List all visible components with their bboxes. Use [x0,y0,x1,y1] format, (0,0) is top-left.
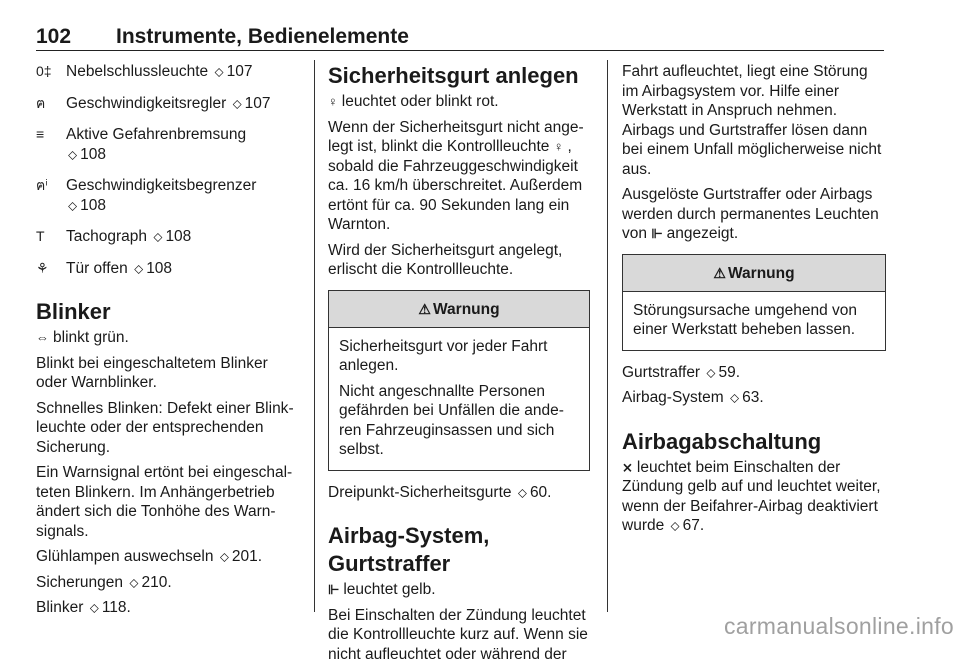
door-open-icon: ⚘ [36,259,49,276]
item-label: Aktive Gefahrenbremsung [66,126,247,143]
paragraph [328,92,590,112]
rear-fog-light-icon: 0‡ [36,63,52,79]
paragraph [622,185,886,244]
section-heading-airbag: Airbag-System, Gurtstraffer [328,523,490,576]
airbag-off-icon: ⨯ [622,459,633,475]
item-label: Geschwindigkeitsbegrenzer [66,177,257,194]
column-divider [314,60,315,612]
warning-body [329,328,589,470]
paragraph-text: , sobald die Fahrzeuggeschwindigkeit ca. 16 km/h überschreitet. Außerdem ertönt für ca. 90 Sekunden lang ein Warnton. [328,138,583,233]
cross-reference-icon: ⬦ [706,364,716,380]
cross-reference-icon: ⬦ [129,574,139,590]
page-ref: 63. [742,389,764,406]
warning-title: Warnung [727,264,795,282]
section-heading-seatbelt: Sicherheitsgurt anlegen [328,63,579,88]
paragraph: Ein Warnsignal ertönt bei eingeschalteten Blinkern. Im Anhängerbetrieb ändert sich die Tonhöhe des Warnsignals. [36,464,293,540]
warning-header [623,255,885,292]
warning-icon: ⚠ [713,264,726,281]
page-ref: 210. [141,573,172,591]
cross-reference-icon: ⬦ [517,484,527,500]
paragraph: Fahrt aufleuchtet, liegt eine Störung im Airbagsystem vor. Hilfe einer Werkstatt in Anspruch nehmen. Airbags und Gurtstraffer lösen dann bei einem Unfall möglicherweise nicht aus. [622,63,882,178]
ref-label: Airbag-System [622,389,724,406]
page-ref: 108 [146,259,173,277]
reference-line [36,598,302,618]
paragraph: Wird der Sicherheitsgurt angelegt, erlischt die Kontrollleuchte. [328,241,563,278]
paragraph: Störungsursache umgehend von einer Werkstatt beheben lassen. [633,301,858,338]
list-item [36,125,302,164]
paragraph [36,328,302,348]
page-ref: 201. [231,548,263,565]
ref-label: Sicherungen [36,573,124,591]
reference-line [622,363,886,383]
warning-box [328,290,590,471]
paragraph-text: angezeigt. [666,225,739,242]
ref-label: Glühlampen auswechseln [36,548,214,565]
paragraph-text: leuchtet oder blinkt rot. [341,93,499,110]
page-ref: 108 [165,228,192,245]
page-header [36,22,884,51]
tachograph-icon: T [36,228,45,244]
page-ref: 118. [101,599,131,616]
cross-reference-icon: ⬦ [89,600,99,615]
speed-limiter-icon: ฅⁱ [36,177,48,193]
paragraph-text: Wenn der Sicherheitsgurt nicht angelegt ist, blinkt die Kontrollleuchte [328,118,584,155]
list-item [36,176,302,215]
cross-reference-icon: ⬦ [134,260,144,276]
item-label: Nebelschlussleuchte [66,63,209,80]
paragraph: Blinkt bei eingeschaltetem Blinker oder Warnblinker. [36,354,268,391]
cross-reference-icon: ⬦ [68,146,78,162]
ref-label: Gurtstraffer [622,363,701,381]
paragraph-text: leuchtet beim Einschalten der Zündung gelb auf und leuchtet weiter, wenn der Beifahrer-Airbag deaktiviert wurde [622,458,881,534]
cross-reference-icon: ⬦ [670,518,680,533]
page-ref: 108 [80,145,106,163]
page-ref: 107 [244,94,271,112]
reference-line [622,388,886,408]
section-heading-airbag-deactivation: Airbagabschaltung [622,428,822,454]
seatbelt-icon: ♀ [328,94,338,109]
page-ref: 60. [529,483,552,501]
paragraph: Bei Einschalten der Zündung leuchtet die Kontrollleuchte kurz auf. Wenn sie nicht aufleuchtet oder während der [328,606,588,663]
item-label: Tür offen [66,259,128,277]
watermark: carmanualsonline.info [723,613,954,639]
item-label: Tachograph [66,228,148,245]
paragraph [622,458,886,536]
cross-reference-icon: ⬦ [153,229,163,244]
paragraph: Nicht angeschnallte Personen gefährden bei Unfällen die anderen Fahrzeuginsassen und sich selbst. [339,382,564,458]
column-middle [328,62,590,670]
warning-title: Warnung [432,300,500,318]
section-heading-blinker: Blinker [36,299,111,324]
warning-body [623,292,885,350]
paragraph: Schnelles Blinken: Defekt einer Blinkleuchte oder der entsprechenden Sicherung. [36,399,294,456]
paragraph-text: blinkt grün. [53,329,129,346]
page-number: 102 [36,25,72,48]
column-left [36,62,302,624]
warning-icon: ⚠ [418,300,431,317]
cross-reference-icon: ⬦ [219,549,229,564]
seatbelt-icon: ♀ [553,139,564,154]
page-ref: 107 [226,63,253,80]
paragraph [328,118,590,235]
cross-reference-icon: ⬦ [68,197,78,213]
airbag-icon: ⊩ [328,582,340,597]
turn-signal-icon: ⇔ [36,330,49,345]
list-item [36,259,302,279]
active-emergency-braking-icon: ≡ [36,126,45,142]
list-item [36,62,302,82]
ref-label: Dreipunkt-Sicherheitsgurte [328,483,512,501]
list-item [36,227,302,247]
airbag-icon: ⊩ [651,226,663,241]
paragraph-text: leuchtet gelb. [343,581,436,598]
column-right [622,62,886,542]
ref-label: Blinker [36,599,84,616]
column-divider [607,60,608,612]
paragraph-text: Ausgelöste Gurtstraffer oder Airbags werden durch permanentes Leuchten von [622,186,879,242]
cross-reference-icon: ⬦ [232,95,242,111]
list-item [36,94,302,114]
reference-line [36,547,302,567]
chapter-title: Instrumente, Bedienelemente [116,25,409,48]
reference-line [328,483,590,503]
page-ref: 108 [80,196,106,214]
paragraph [328,580,590,600]
item-label: Geschwindigkeitsregler [66,94,227,112]
warning-box [622,254,886,351]
reference-line [36,573,302,593]
cross-reference-icon: ⬦ [214,64,224,79]
page-ref: 59. [718,363,741,381]
cross-reference-icon: ⬦ [729,390,740,405]
warning-header [329,291,589,328]
page-ref: 67. [682,517,705,534]
paragraph: Sicherheitsgurt vor jeder Fahrt anlegen. [339,337,548,374]
cruise-control-icon: ฅ [36,94,46,111]
